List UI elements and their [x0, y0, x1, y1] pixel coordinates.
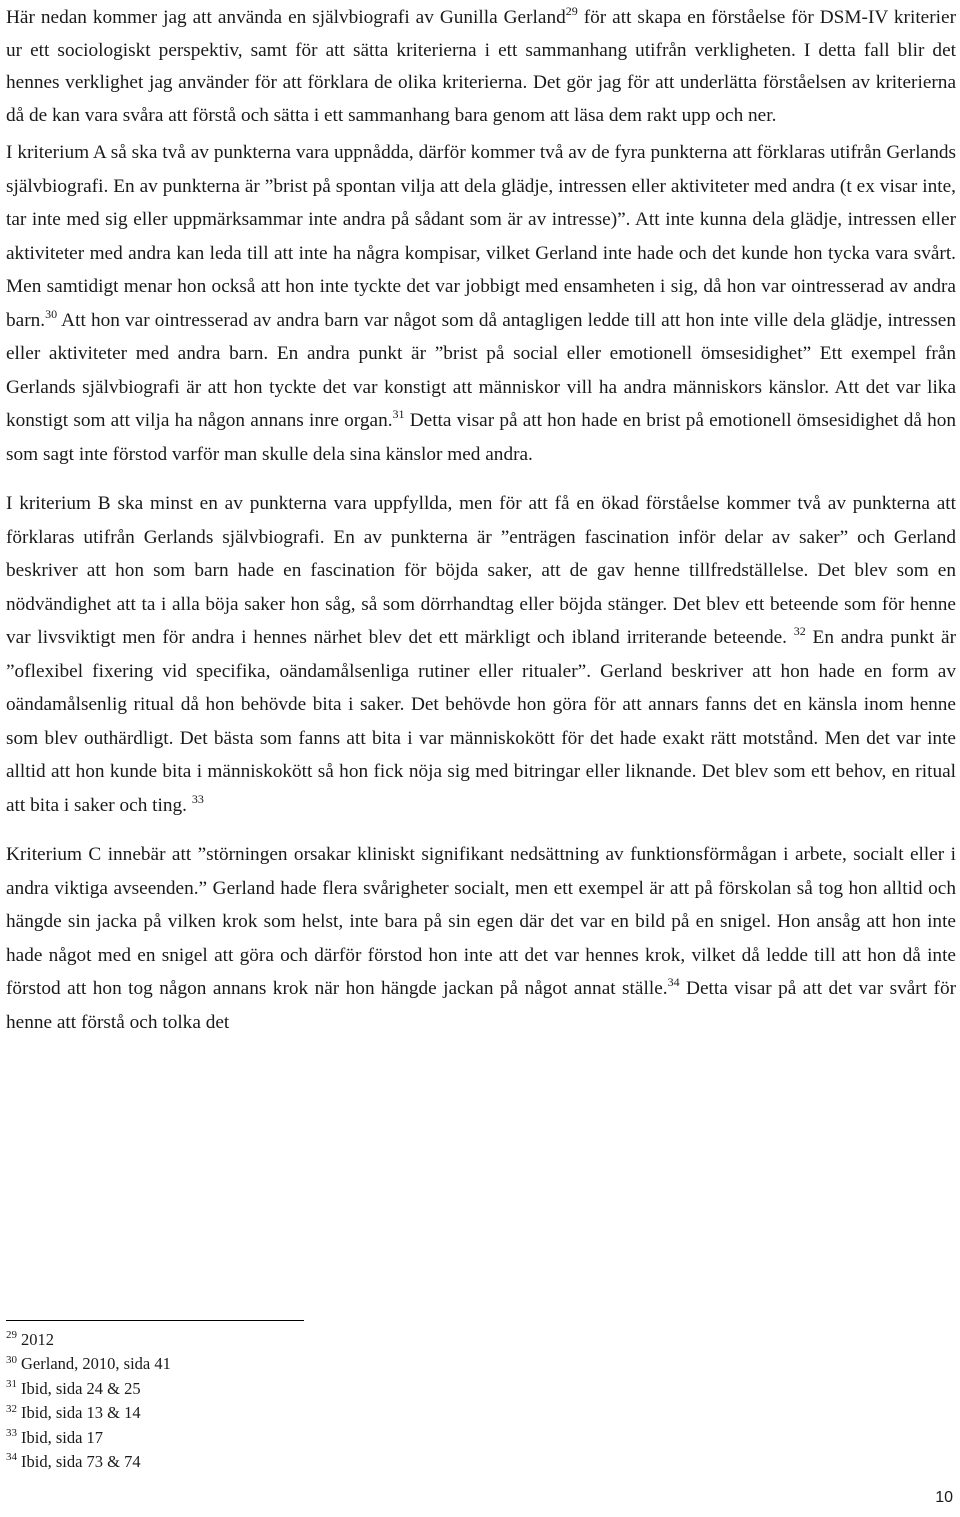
- footnotes: [6, 1328, 606, 1474]
- footnote: [6, 1377, 606, 1401]
- footnote-number: 34: [6, 1451, 17, 1464]
- footnote: [6, 1401, 606, 1425]
- text-run: Här nedan kommer jag att använda en självbiografi av Gunilla Gerland: [6, 7, 566, 28]
- footnote-reference: 29: [565, 4, 578, 19]
- footnote-text: Ibid, sida 17: [21, 1427, 104, 1447]
- footnote-text: Gerland, 2010, sida 41: [21, 1354, 171, 1374]
- footnote-reference: 32: [793, 624, 806, 639]
- footnote-reference: 33: [191, 791, 204, 806]
- footnote-text: Ibid, sida 13 & 14: [21, 1403, 141, 1423]
- page-number: 10: [935, 1489, 953, 1506]
- text-run: Detta visar på att hon hade en brist på emotionell ömsesidighet då hon som sagt inte förstod varför man skulle dela sina känslor med andra.: [6, 410, 957, 465]
- paragraph-criterion-c: [6, 838, 956, 1039]
- footnote-separator: [6, 1320, 304, 1321]
- footnote-number: 33: [6, 1427, 17, 1440]
- text-run: Kriterium C innebär att ”störningen orsakar kliniskt signifikant nedsättning av funktionsförmågan i arbete, socialt eller i andra viktiga avseenden.” Gerland hade flera svårigheter socialt, men ett exempel är att på förskolan så tog hon alltid och hängde sin jacka på vilken krok som helst, inte bara på sin egen där det var en bild på en snigel. Hon ansåg att hon inte hade något med en snigel att göra och därför förstod hon inte att det var hennes krok, vilket då ledde till att hon då inte förstod att hon tog någon annans krok när hon hängde jackan på något annat ställe.: [6, 844, 956, 999]
- text-run: En andra punkt är ”oflexibel fixering vid specifika, oändamålsenliga rutiner eller ritualer”. Gerland beskriver att hon hade en form av oändamålsenlig ritual då hon behövde bita i saker. Det behövde hon göra för att annars fanns det en känsla inom henne som blev outhärdligt. Det bästa som fanns att bita i var människokött för det hade exakt rätt motstånd. Men det var inte alltid att hon kunde bita i människokött så hon fick nöja sig med bitringar eller liknande. Det blev som ett behov, en ritual att bita i saker och ting.: [6, 627, 956, 816]
- paragraph-criterion-b: [6, 487, 956, 822]
- footnote-text: Ibid, sida 73 & 74: [21, 1452, 141, 1472]
- footnote-reference: 34: [667, 975, 680, 990]
- footnote-reference: 30: [45, 306, 58, 321]
- text-run: I kriterium B ska minst en av punkterna vara uppfyllda, men för att få en ökad förståelse kommer två av punkterna att förklaras utifrån Gerlands självbiografi. En av punkterna är ”enträgen fascination inför delar av saker” och Gerland beskriver att hon som barn hade en fascination för böjda saker, att de gav henne tillfredställelse. Det blev som en nödvändighet att ta i alla böja saker hon såg, så som dörrhandtag eller böjda stänger. Det blev ett beteende som för henne var livsviktigt men för andra i hennes närhet blev det ett märkligt och ibland irriterande beteende.: [6, 493, 956, 648]
- text-run: Detta visar på att det var svårt för henne att förstå och tolka det: [6, 978, 957, 1033]
- footnote-text: 2012: [21, 1330, 54, 1349]
- text-run: för att skapa en förståelse för DSM-IV kriterier ur ett sociologiskt perspektiv, samt för att sätta kriterierna i ett sammanhang utifrån verkligheten. I detta fall blir det hennes verklighet jag använder för att förklara de olika kriterierna. Det gör jag för att underlätta förståelsen av kriterierna då de kan vara svåra att förstå och sätta i ett sammanhang bara genom att läsa dem rakt upp och ner.: [6, 7, 956, 126]
- footnote-text: Ibid, sida 24 & 25: [21, 1378, 141, 1398]
- footnote: [6, 1426, 606, 1450]
- paragraph-intro: [6, 2, 956, 132]
- footnote: [6, 1450, 606, 1474]
- footnote-number: 29: [6, 1329, 17, 1342]
- footnote-reference: 31: [392, 407, 405, 422]
- footnote-number: 32: [6, 1402, 17, 1415]
- text-run: Att hon var ointresserad av andra barn var något som då antagligen ledde till att hon inte ville dela glädje, intressen eller aktiviteter med andra barn. En andra punkt är ”brist på social eller emotionell ömsesidighet” Ett exempel från Gerlands självbiografi är att hon tyckte det var konstigt att människor vill ha andra människors känslor. Att det var lika konstigt som att vilja ha någon annans inre organ.: [6, 309, 956, 431]
- text-run: I kriterium A så ska två av punkterna vara uppnådda, därför kommer två av de fyra punkterna att förklaras utifrån Gerlands självbiografi. En av punkterna är ”brist på spontan vilja att dela glädje, intressen eller aktiviteter med andra (t ex visar inte, tar inte med sig eller uppmärksammar inte andra på sådant som är av intresse)”. Att inte kunna dela glädje, intressen eller aktiviteter med andra kan leda till att inte ha några kompisar, vilket Gerland inte hade och det kunde hon tycka vara svårt. Men samtidigt menar hon också att hon inte tyckte det var jobbigt med ensamheten i sig, då hon var ointresserad av andra barn.: [6, 142, 956, 331]
- footnote: [6, 1328, 606, 1352]
- body-text: [6, 2, 956, 1039]
- paragraph-criterion-a: [6, 136, 956, 471]
- footnote: [6, 1352, 606, 1376]
- footnote-number: 30: [6, 1353, 17, 1366]
- footnote-number: 31: [6, 1378, 17, 1391]
